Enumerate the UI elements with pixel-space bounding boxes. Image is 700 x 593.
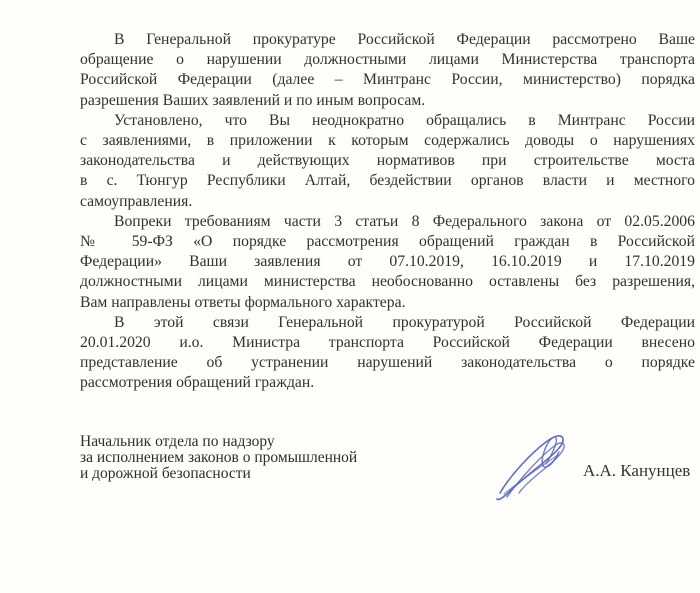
text-line: разрешения Ваших заявлений и по иным вопросам.: [80, 91, 426, 109]
text-line: Вопреки требованиям части 3 статьи 8 Федерального закона от 02.05.2006: [114, 212, 695, 230]
text-line: с заявлениями, в приложении к которым содержались доводы о нарушениях: [80, 132, 695, 150]
handwritten-signature-icon: [494, 430, 588, 506]
text-line: в с. Тюнгур Республики Алтай, бездействии органов власти и местного: [80, 172, 695, 190]
text-line: обращение о нарушении должностными лицами Министерства транспорта: [80, 51, 695, 69]
paragraph-4: [80, 313, 695, 394]
text-line: рассмотрения обращений граждан.: [80, 374, 315, 392]
signoff-title-line: и дорожной безопасности: [80, 464, 251, 482]
text-line: Российской Федерации (далее – Минтранс России, министерство) порядка: [80, 71, 695, 89]
text-line: Федерации» Ваши заявления от 07.10.2019, 16.10.2019 и 17.10.2019: [80, 253, 695, 271]
paragraph-3: [80, 212, 695, 313]
signer-name: А.А. Канунцев: [583, 461, 691, 480]
text-line: представление об устранении нарушений законодательства о порядке: [80, 354, 695, 372]
paragraph-2: [80, 111, 695, 212]
text-line: Вам направлены ответы формального характера.: [80, 293, 406, 311]
signoff-block: [80, 434, 420, 482]
text-line: В этой связи Генеральной прокуратурой Российской Федерации: [114, 313, 695, 331]
text-line: должностными лицами министерства необоснованно оставлены без разрешения,: [80, 273, 695, 291]
letter-body: [80, 30, 695, 394]
text-line: 20.01.2020 и.о. Министра транспорта Российской Федерации внесено: [80, 334, 695, 352]
text-line: самоуправления.: [80, 192, 193, 210]
signoff-title-line: за исполнением законов о промышленной: [80, 448, 358, 466]
text-line: № 59-ФЗ «О порядке рассмотрения обращений граждан в Российской: [80, 233, 695, 251]
text-line: В Генеральной прокуратуре Российской Федерации рассмотрено Ваше: [114, 31, 695, 48]
text-line: законодательства и действующих нормативов при строительстве моста: [80, 152, 695, 170]
paragraph-1: [80, 30, 695, 111]
text-line: Установлено, что Вы неоднократно обращались в Минтранс России: [114, 111, 695, 129]
signoff-title-line: Начальник отдела по надзору: [80, 433, 275, 450]
